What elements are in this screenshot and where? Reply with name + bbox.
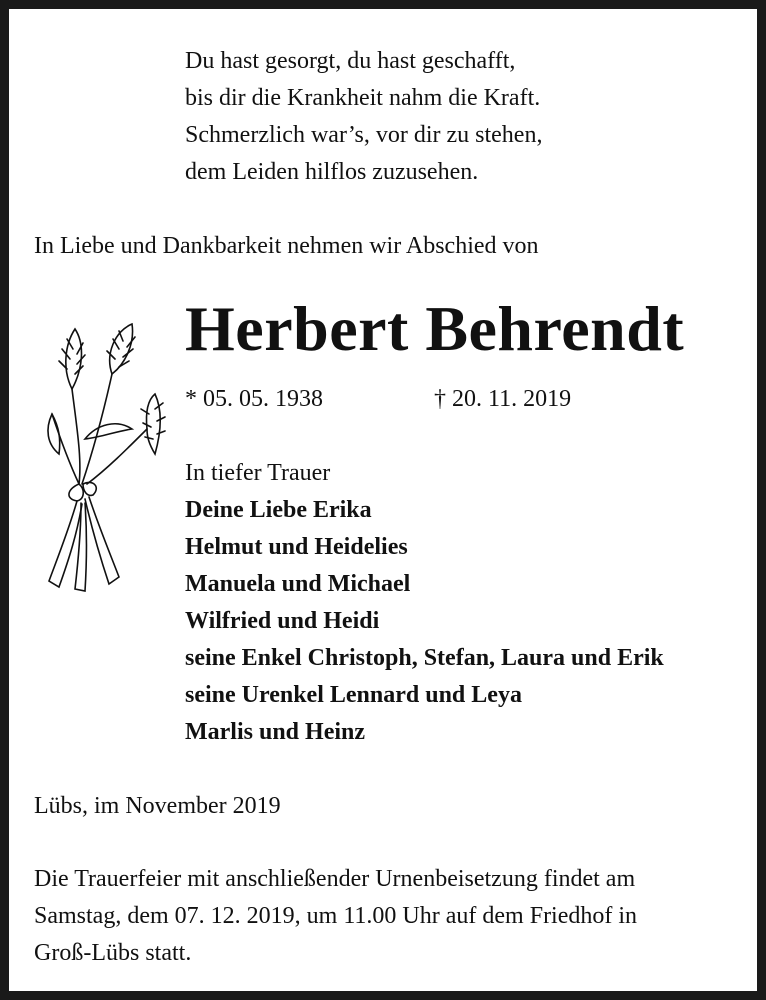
mourner-line: Deine Liebe Erika bbox=[185, 497, 372, 523]
mourner-line: seine Urenkel Lennard und Leya bbox=[185, 682, 522, 708]
service-line: Samstag, dem 07. 12. 2019, um 11.00 Uhr auf dem Friedhof in bbox=[34, 903, 638, 929]
birth-date: * 05. 05. 1938 bbox=[185, 386, 323, 412]
death-date: † 20. 11. 2019 bbox=[434, 386, 572, 412]
intro-text: In Liebe und Dankbarkeit nehmen wir Abschied von bbox=[34, 233, 539, 259]
poem-line: bis dir die Krankheit nahm die Kraft. bbox=[185, 85, 541, 111]
service-line: Die Trauerfeier mit anschließender Urnenbeisetzung findet am bbox=[34, 866, 636, 892]
poem-line: Schmerzlich war’s, vor dir zu stehen, bbox=[185, 122, 543, 148]
poem-line: Du hast gesorgt, du hast geschafft, bbox=[185, 48, 516, 74]
wheat-bundle-icon bbox=[37, 319, 177, 599]
mourner-line: seine Enkel Christoph, Stefan, Laura und Erik bbox=[185, 645, 664, 671]
mourner-line: Wilfried und Heidi bbox=[185, 608, 380, 634]
mourner-line: Marlis und Heinz bbox=[185, 719, 366, 745]
mourner-line: Helmut und Heidelies bbox=[185, 534, 408, 560]
mourner-line: Manuela und Michael bbox=[185, 571, 411, 597]
mourners-lead: In tiefer Trauer bbox=[185, 460, 331, 486]
deceased-name: Herbert Behrendt bbox=[185, 293, 685, 364]
place-date: Lübs, im November 2019 bbox=[34, 793, 281, 819]
service-line: Groß-Lübs statt. bbox=[34, 940, 192, 966]
poem-line: dem Leiden hilflos zuzusehen. bbox=[185, 159, 479, 185]
